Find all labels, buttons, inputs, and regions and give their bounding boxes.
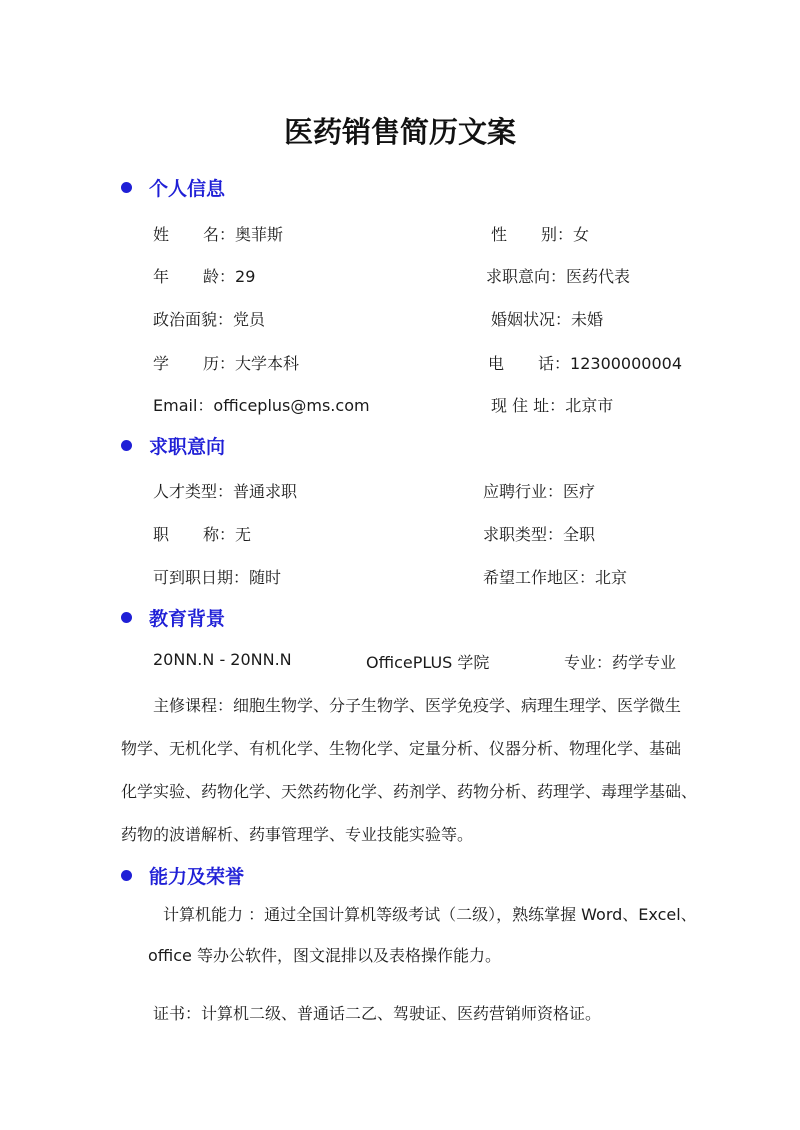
field-age: 年 龄：29 [153,267,256,286]
section-heading-text: 个人信息 [149,178,226,200]
education-major: 专业：药学专业 [564,653,677,672]
section-heading-education [121,604,225,631]
section-heading-personal [121,174,225,201]
field-value: 北京 [595,568,628,587]
field-phone: 电 话：12300000004 [488,354,683,373]
section-heading-text: 教育背景 [149,608,226,630]
field-value: 医疗 [563,482,596,501]
field-value: 12300000004 [570,354,683,373]
field-title: 职 称：无 [153,525,252,544]
field-value: 未婚 [571,310,604,329]
field-industry: 应聘行业：医疗 [483,482,596,501]
page-title: 医药销售简历文案 [283,115,516,149]
field-value: 药学专业 [612,653,677,672]
field-job-type: 求职类型：全职 [483,525,596,544]
certificates-line: 证书：计算机二级、普通话二乙、驾驶证、医药营销师资格证。 [153,1004,602,1023]
education-school: OfficePLUS 学院 [366,653,490,672]
field-political-status: 政治面貌：党员 [153,310,266,329]
field-value: 全职 [563,525,596,544]
courses-line: 药物的波谱解析、药事管理学、专业技能实验等。 [121,825,474,844]
field-marital-status: 婚姻状况：未婚 [491,310,604,329]
section-heading-intent [121,432,225,459]
field-value: 普通求职 [233,482,298,501]
bullet-icon [121,182,132,193]
section-heading-text: 求职意向 [149,436,226,458]
section-heading-skills [121,862,244,889]
field-value: 党员 [233,310,266,329]
field-value: 女 [573,225,590,244]
field-value: 奥菲斯 [235,225,284,244]
field-talent-type: 人才类型：普通求职 [153,482,298,501]
bullet-icon [121,870,132,881]
field-gender: 性 别：女 [491,225,590,244]
field-work-region: 希望工作地区：北京 [483,568,628,587]
field-education-level: 学 历：大学本科 [153,354,300,373]
computer-skill-line: office 等办公软件，图文混排以及表格操作能力。 [148,946,501,965]
field-value: 随时 [249,568,282,587]
field-value: 北京市 [565,396,614,415]
bullet-icon [121,440,132,451]
section-heading-text: 能力及荣誉 [149,866,245,888]
field-address: 现 住 址：北京市 [491,396,614,415]
field-value: officeplus@ms.com [213,396,370,415]
education-period: 20NN.N - 20NN.N [153,650,292,669]
field-value: 无 [235,525,252,544]
field-value: 医药代表 [566,267,631,286]
field-email: Email：officeplus@ms.com [153,396,370,415]
field-value: 29 [235,267,256,286]
field-available-date: 可到职日期：随时 [153,568,282,587]
field-job-intent: 求职意向：医药代表 [486,267,631,286]
courses-line: 物学、无机化学、有机化学、生物化学、定量分析、仪器分析、物理化学、基础 [121,739,682,758]
field-name: 姓 名：奥菲斯 [153,225,284,244]
field-value: 大学本科 [235,354,300,373]
bullet-icon [121,612,132,623]
courses-line: 化学实验、药物化学、天然药物化学、药剂学、药物分析、药理学、毒理学基础、 [121,782,698,801]
computer-skill-line: 计算机能力 ：通过全国计算机等级考试（二级），熟练掌握 Word、Excel、 [163,905,697,924]
courses-line: 主修课程：细胞生物学、分子生物学、医学免疫学、病理生理学、医学微生 [153,696,682,715]
